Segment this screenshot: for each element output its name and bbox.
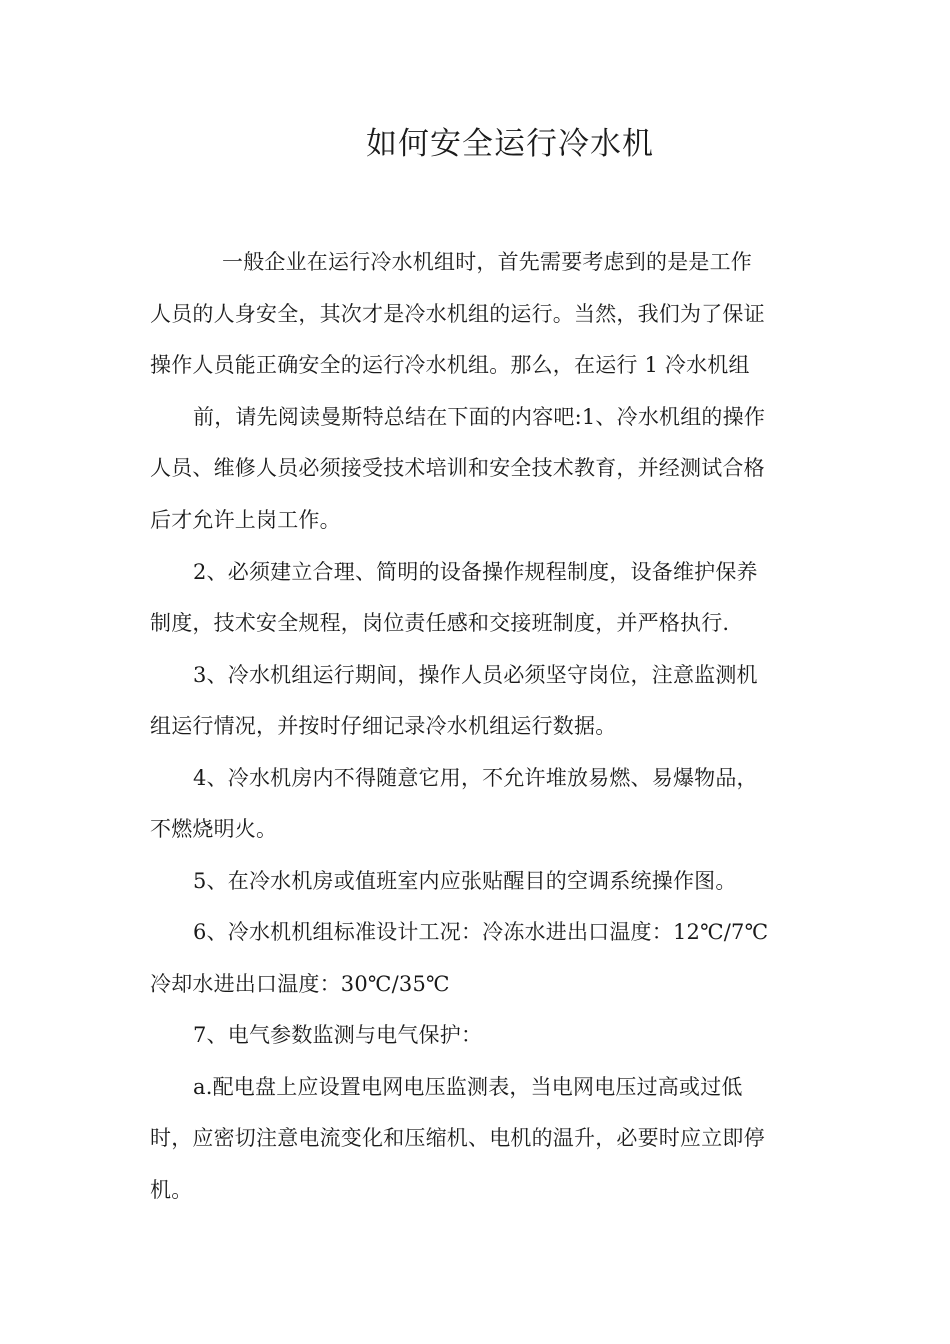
paragraph-line: 前，请先阅读曼斯特总结在下面的内容吧:1、冷水机组的操作 xyxy=(193,405,766,429)
paragraph-line: 6、冷水机机组标准设计工况：冷冻水进出口温度：12℃/7℃ xyxy=(193,920,769,944)
paragraph-line: 一般企业在运行冷水机组时，首先需要考虑到的是是工作 xyxy=(222,250,752,274)
paragraph-line: 组运行情况，并按时仔细记录冷水机组运行数据。 xyxy=(150,714,617,738)
paragraph-line: 7、电气参数监测与电气保护： xyxy=(193,1023,483,1047)
paragraph-line: 操作人员能正确安全的运行冷水机组。那么，在运行 1 冷水机组 xyxy=(150,353,750,377)
paragraph-line: 冷却水进出口温度：30℃/35℃ xyxy=(150,972,450,996)
paragraph-line: 制度，技术安全规程，岗位责任感和交接班制度，并严格执行. xyxy=(150,611,730,635)
paragraph-line: 2、必须建立合理、简明的设备操作规程制度，设备维护保养 xyxy=(193,560,758,584)
paragraph-line: 时，应密切注意电流变化和压缩机、电机的温升，必要时应立即停 xyxy=(150,1126,765,1150)
paragraph-line: 人员、维修人员必须接受技术培训和安全技术教育，并经测试合格 xyxy=(150,456,765,480)
paragraph-line: 人员的人身安全，其次才是冷水机组的运行。当然，我们为了保证 xyxy=(150,302,765,326)
paragraph-line: a.配电盘上应设置电网电压监测表，当电网电压过高或过低 xyxy=(193,1075,743,1099)
document-title: 如何安全运行冷水机 xyxy=(366,126,654,162)
paragraph-line: 机。 xyxy=(150,1178,193,1202)
paragraph-line: 3、冷水机组运行期间，操作人员必须坚守岗位，注意监测机 xyxy=(193,663,758,687)
paragraph-line: 4、冷水机房内不得随意它用，不允许堆放易燃、易爆物品， xyxy=(193,766,758,790)
paragraph-line: 不燃烧明火。 xyxy=(150,817,278,841)
paragraph-line: 5、在冷水机房或值班室内应张贴醒目的空调系统操作图。 xyxy=(193,869,737,893)
paragraph-line: 后才允许上岗工作。 xyxy=(150,508,341,532)
